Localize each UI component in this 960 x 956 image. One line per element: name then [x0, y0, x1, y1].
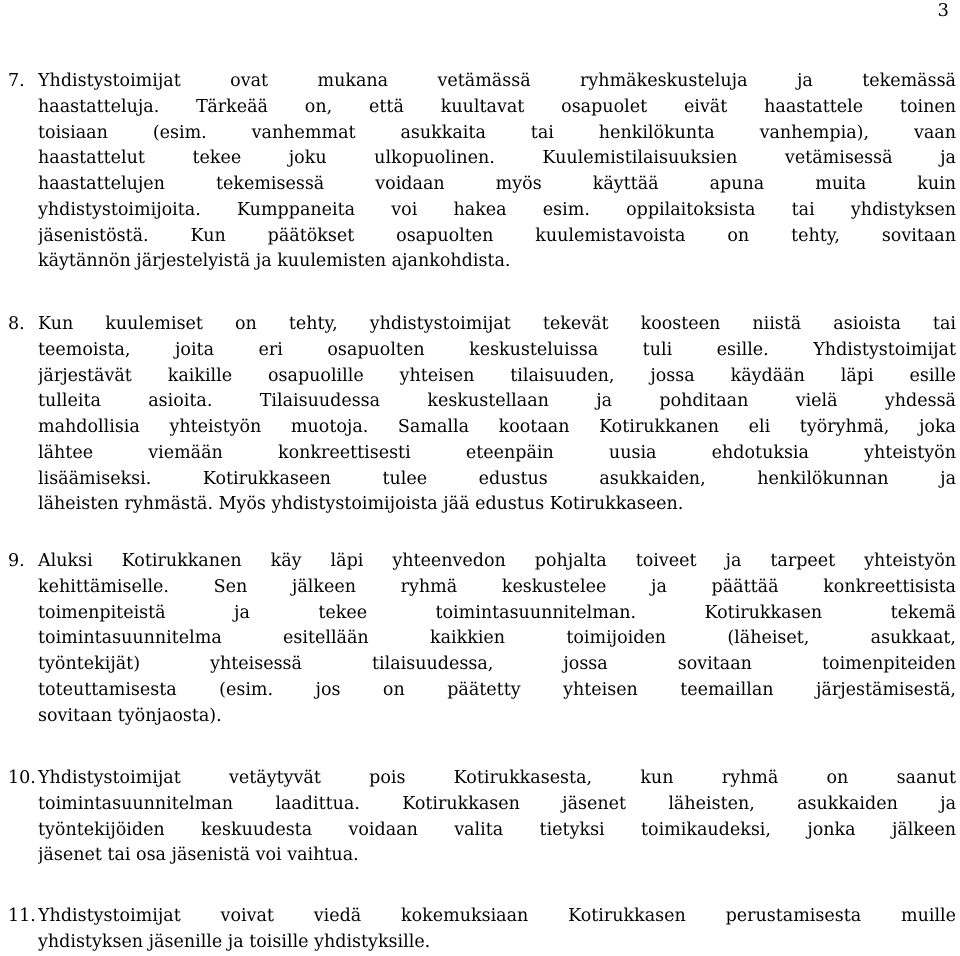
list-item-number: 9. — [8, 551, 25, 571]
list-item-number: 8. — [8, 314, 25, 334]
paragraph-line: järjestävät kaikille osapuolille yhteisen tilaisuuden, jossa käydään läpi esille — [38, 365, 956, 386]
paragraph-line: Aluksi Kotirukkanen käy läpi yhteenvedon pohjalta toiveet ja tarpeet yhteistyön — [38, 551, 956, 571]
list-item — [8, 766, 956, 869]
paragraph-line: haastatteluja. Tärkeää on, että kuultavat osapuolet eivät haastattele toinen — [38, 96, 956, 117]
paragraph-line: läheisten ryhmästä. Myös yhdistystoimijoista jää edustus Kotirukkaseen. — [38, 494, 684, 515]
paragraph-line: Kun kuulemiset on tehty, yhdistystoimijat tekevät koosteen niistä asioista tai — [38, 314, 956, 334]
paragraph-line: toimintasuunnitelma esitellään kaikkien toimijoiden (läheiset, asukkaat, — [38, 628, 956, 649]
paragraph-line: toteuttamisesta (esim. jos on päätetty yhteisen teemaillan järjestämisestä, — [38, 679, 956, 700]
paragraph-line: haastattelut tekee joku ulkopuolinen. Kuulemistilaisuuksien vetämisessä ja — [38, 148, 956, 169]
list-item — [8, 904, 956, 956]
paragraph-line: haastattelujen tekemisessä voidaan myös käyttää apuna muita kuin — [38, 174, 956, 194]
list-item-number: 11. — [8, 906, 36, 926]
paragraph-line: jäsenistöstä. Kun päätökset osapuolten kuulemistavoista on tehty, sovitaan — [38, 225, 956, 246]
paragraph-line: työntekijöiden keskuudesta voidaan valita tietyksi toimikaudeksi, jonka jälkeen — [38, 819, 956, 840]
paragraph-line: mahdollisia yhteistyön muotoja. Samalla kootaan Kotirukkanen eli työryhmä, joka — [38, 417, 956, 437]
list-item — [8, 312, 956, 518]
paragraph-line: sovitaan työnjaosta). — [38, 705, 222, 726]
paragraph-line: yhdistyksen jäsenille ja toisille yhdistyksille. — [38, 931, 431, 952]
list-item-number: 10. — [8, 768, 36, 788]
page-number: 3 — [937, 0, 949, 21]
paragraph-line: Yhdistystoimijat vetäytyvät pois Kotirukkasesta, kun ryhmä on saanut — [38, 768, 956, 788]
paragraph-line: yhdistystoimijoita. Kumppaneita voi hakea esim. oppilaitoksista tai yhdistyksen — [38, 199, 956, 220]
paragraph-line: käytännön järjestelyistä ja kuulemisten ajankohdista. — [38, 251, 511, 272]
paragraph-line: jäsenet tai osa jäsenistä voi vaihtua. — [38, 845, 359, 866]
list-item — [8, 69, 956, 275]
paragraph-line: lisäämiseksi. Kotirukkaseen tulee edustus asukkaiden, henkilökunnan ja — [38, 468, 956, 489]
paragraph-line: toimenpiteistä ja tekee toimintasuunnitelman. Kotirukkasen tekemä — [38, 602, 956, 623]
paragraph-line: teemoista, joita eri osapuolten keskusteluissa tuli esille. Yhdistystoimijat — [38, 339, 956, 360]
paragraph-line: lähtee viemään konkreettisesti eteenpäin uusia ehdotuksia yhteistyön — [38, 442, 956, 463]
paragraph-line: tulleita asioita. Tilaisuudessa keskustellaan ja pohditaan vielä yhdessä — [38, 391, 956, 412]
list-item — [8, 549, 956, 729]
paragraph-line: Yhdistystoimijat ovat mukana vetämässä ryhmäkeskusteluja ja tekemässä — [38, 71, 956, 91]
paragraph-line: kehittämiselle. Sen jälkeen ryhmä keskustelee ja päättää konkreettisista — [38, 576, 956, 597]
paragraph-line: työntekijät) yhteisessä tilaisuudessa, jossa sovitaan toimenpiteiden — [38, 654, 956, 674]
list-item-number: 7. — [8, 71, 25, 91]
paragraph-line: toisiaan (esim. vanhemmat asukkaita tai henkilökunta vanhempia), vaan — [38, 122, 956, 143]
paragraph-line: Yhdistystoimijat voivat viedä kokemuksiaan Kotirukkasen perustamisesta muille — [38, 906, 956, 926]
paragraph-line: toimintasuunnitelman laadittua. Kotirukkasen jäsenet läheisten, asukkaiden ja — [38, 793, 956, 814]
